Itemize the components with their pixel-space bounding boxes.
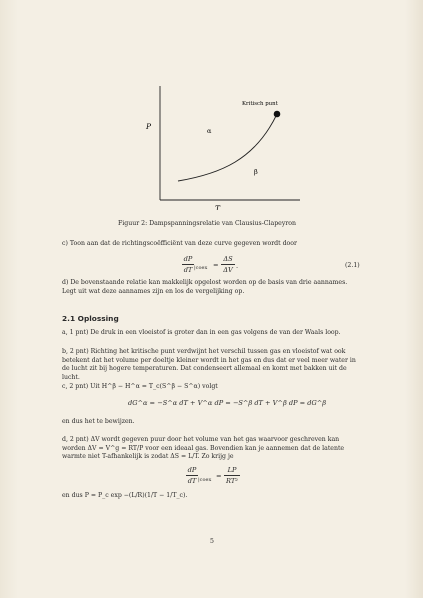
- solution-c-intro: c, 2 pnt) Uit H^β − H^α = T_c(S^β − S^α) volgt: [62, 383, 218, 390]
- eq21-rhs-fraction: [221, 255, 235, 274]
- solution-c-equation: dG^α = −S^α dT + V^α dP = −S^β dT + V^β dP = dG^β: [128, 399, 327, 407]
- page-number: 5: [210, 538, 214, 545]
- eq21-period: .: [236, 262, 239, 270]
- alpha-region-label: α: [207, 127, 212, 135]
- eq21-rhs-den: ΔV: [223, 266, 233, 274]
- solution-c-end: en dus het te bewijzen.: [62, 418, 135, 425]
- item-d-line1: d) De bovenstaande relatie kan makkelijk opgelost worden op de basis van drie aannames.: [62, 279, 348, 286]
- eq21-equals: =: [213, 261, 219, 269]
- eq21-lhs-fraction: [182, 255, 194, 274]
- d-eq-rhs-fraction: [224, 466, 240, 485]
- solution-b: b, 2 pnt) Richting het kritische punt verdwijnt het verschil tussen gas en vloeistof wat ook betekent dat het volume per doeltje kleiner wordt in het gas en dus dat er veel meer water in de lucht zit bij hogere temperaturen. Dat condenseert allemaal en komt met bakken uit de lucht.: [62, 348, 356, 381]
- d-eq-rhs-den: RT²: [226, 477, 238, 485]
- d-eq-equals: =: [216, 472, 222, 480]
- figure-caption: Figuur 2: Dampspanningsrelatie van Clausius-Clapeyron: [118, 220, 296, 227]
- item-c: c) Toon aan dat de richtingscoëfficiënt van deze curve gegeven wordt door: [62, 240, 297, 247]
- solution-d: d, 2 pnt) ΔV wordt gegeven puur door het volume van het gas waarvoor geschreven kan worden ΔV = V^g = RT/P voor een ideaal gas. Bovendien kan je aannemen dat de latente warmte niet T-afhankelijk is zodat ΔS = L/T. Zo krijg je: [62, 436, 345, 461]
- d-eq-lhs-den: dT: [187, 477, 197, 485]
- x-axis-label: T: [215, 204, 221, 210]
- d-eq-rhs-num: LP: [227, 466, 237, 474]
- eq21-lhs-num: dP: [183, 255, 193, 263]
- solution-a: a, 1 pnt) De druk in een vloeistof is groter dan in een gas volgens de van der Waals loop.: [62, 329, 341, 336]
- beta-region-label: β: [254, 168, 258, 176]
- eq21-subscript: |coex: [194, 265, 208, 271]
- equation-number: (2.1): [345, 262, 360, 269]
- solution-d-end: en dus P = P_c exp −(L/R)(1/T − 1/T_c).: [62, 492, 188, 499]
- d-eq-lhs-num: dP: [187, 466, 197, 474]
- item-d-line2: Legt uit wat deze aannames zijn en los de vergelijking op.: [62, 288, 245, 295]
- critical-point-marker: [274, 111, 281, 118]
- eq21-rhs-num: ΔS: [223, 255, 233, 263]
- critical-point-label: Kritisch punt: [242, 101, 278, 107]
- d-eq-subscript: |coex: [198, 477, 212, 483]
- d-eq-lhs-fraction: [186, 466, 198, 485]
- phase-diagram-figure: [140, 80, 310, 210]
- eq21-lhs-den: dT: [183, 266, 193, 274]
- coexistence-curve: [178, 114, 277, 181]
- y-axis-label: P: [146, 122, 152, 131]
- section-heading: 2.1 Oplossing: [62, 314, 119, 323]
